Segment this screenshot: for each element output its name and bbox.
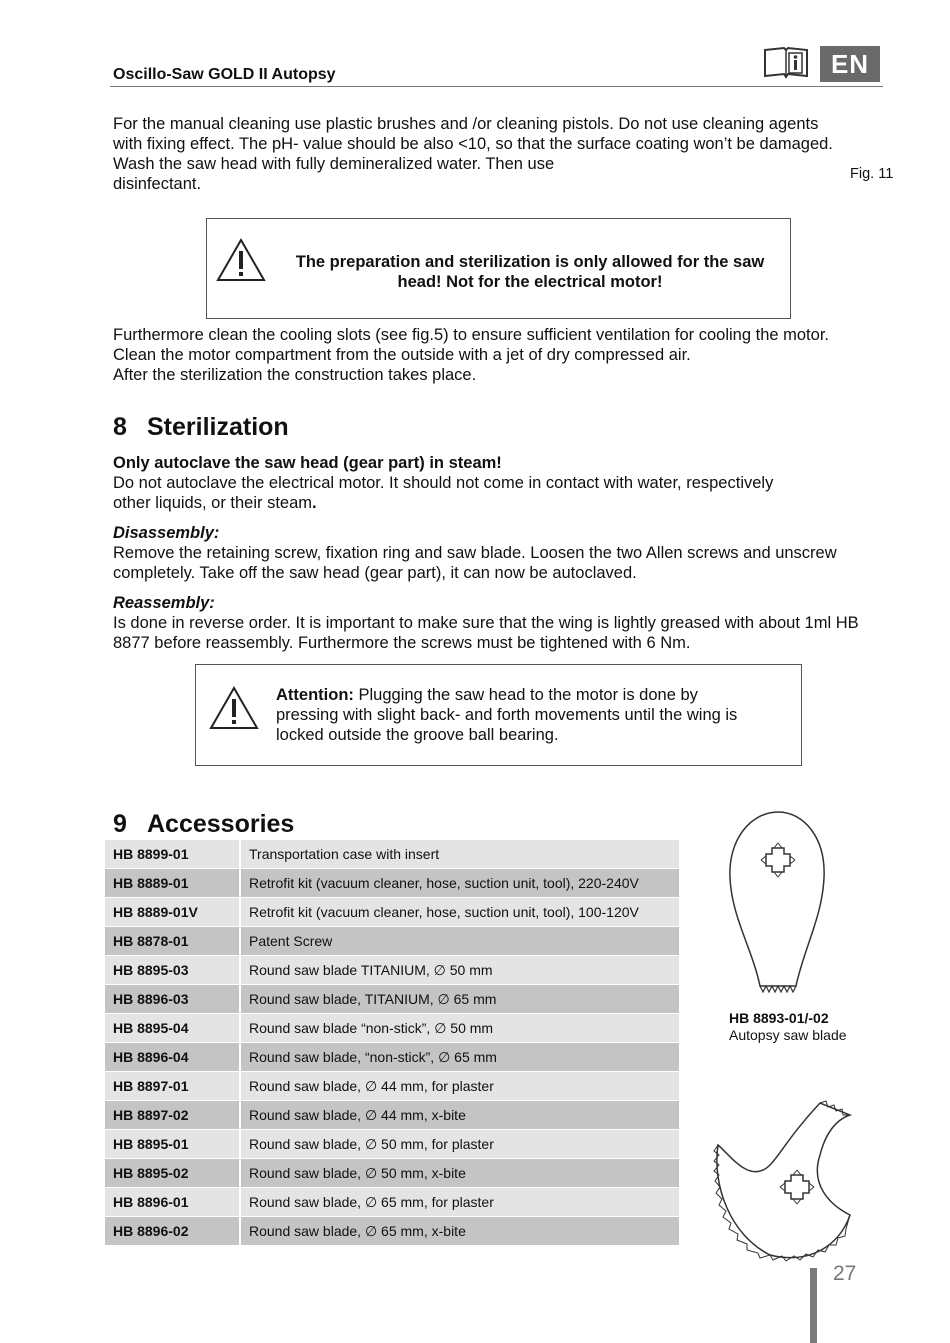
section-number: 8: [113, 413, 127, 441]
page-number: 27: [833, 1262, 857, 1285]
article-code: HB 8897-02: [105, 1101, 240, 1130]
section-heading-sterilization: [113, 413, 289, 442]
blade-description: Autopsy saw blade: [729, 1027, 847, 1043]
table-row: [105, 898, 679, 927]
article-description: Retrofit kit (vacuum cleaner, hose, suction unit, tool), 220-240V: [240, 869, 679, 898]
attention-lead: Attention:: [276, 686, 354, 704]
page-side-bar: [810, 1268, 817, 1343]
attention-line: pressing with slight back- and forth movements until the wing is: [276, 706, 738, 724]
article-description: Round saw blade TITANIUM, ∅ 50 mm: [240, 956, 679, 985]
table-row: [105, 840, 679, 869]
sterilization-line-text: other liquids, or their steam: [113, 494, 313, 512]
reassembly-block: [113, 593, 859, 653]
section-title: Sterilization: [147, 413, 289, 441]
table-row: [105, 1217, 679, 1246]
disassembly-block: [113, 523, 837, 583]
blade-code: HB 8893-01/-02: [729, 1010, 829, 1026]
attention-line: [276, 685, 796, 705]
sterilization-paragraph: [113, 453, 773, 513]
warning-triangle-icon: [208, 685, 260, 731]
article-description: Round saw blade “non-stick”, ∅ 50 mm: [240, 1014, 679, 1043]
sterilization-line: Do not autoclave the electrical motor. It should not come in contact with water, respectively: [113, 474, 774, 492]
warning-line: head! Not for the electrical motor!: [397, 273, 663, 291]
article-code: HB 8889-01V: [105, 898, 240, 927]
article-description: Round saw blade, ∅ 44 mm, x-bite: [240, 1101, 679, 1130]
attention-line-text: Plugging the saw head to the motor is done by: [353, 686, 698, 704]
article-description: Round saw blade, ∅ 44 mm, for plaster: [240, 1072, 679, 1101]
article-description: Patent Screw: [240, 927, 679, 956]
section-heading-accessories: [113, 810, 294, 839]
table-row: [105, 1188, 679, 1217]
attention-line: locked outside the groove ball bearing.: [276, 726, 559, 744]
article-description: Transportation case with insert: [240, 840, 679, 869]
article-code: HB 8896-01: [105, 1188, 240, 1217]
section-title: Accessories: [147, 810, 295, 838]
manual-info-icon: [762, 46, 810, 80]
language-badge: EN: [820, 46, 880, 82]
autoclave-instruction: Only autoclave the saw head (gear part) in steam!: [113, 454, 502, 472]
cleaning-line: with fixing effect. The pH- value should be also <10, so that the surface coating won’t be damaged.: [113, 135, 833, 153]
autopsy-saw-blade-image: [722, 808, 832, 998]
table-row: [105, 956, 679, 985]
segment-saw-blade-image: [710, 1095, 860, 1265]
article-description: Retrofit kit (vacuum cleaner, hose, suction unit, tool), 100-120V: [240, 898, 679, 927]
article-code: HB 8895-03: [105, 956, 240, 985]
figure-label: Fig. 11: [850, 166, 894, 182]
article-description: Round saw blade, ∅ 50 mm, for plaster: [240, 1130, 679, 1159]
table-row: [105, 1159, 679, 1188]
table-row: [105, 985, 679, 1014]
table-row: [105, 1014, 679, 1043]
article-code: HB 8896-04: [105, 1043, 240, 1072]
blade-caption: [729, 1010, 847, 1044]
sterilization-line: [113, 493, 773, 513]
cleaning-line: disinfectant.: [113, 175, 202, 193]
sterilization-warning-box: [206, 218, 791, 319]
article-description: Round saw blade, TITANIUM, ∅ 65 mm: [240, 985, 679, 1014]
table-row: [105, 927, 679, 956]
disassembly-heading: Disassembly:: [113, 524, 220, 542]
article-code: HB 8899-01: [105, 840, 240, 869]
document-title: Oscillo-Saw GOLD II Autopsy: [113, 66, 336, 83]
table-row: [105, 1101, 679, 1130]
reassembly-line: 8877 before reassembly. Furthermore the screws must be tightened with 6 Nm.: [113, 634, 691, 652]
cooling-paragraph: [113, 325, 829, 385]
attention-text: [276, 685, 796, 745]
cooling-line: Furthermore clean the cooling slots (see fig.5) to ensure sufficient ventilation for cooling the motor.: [113, 326, 829, 344]
accessories-table: [105, 840, 679, 1246]
warning-text: [275, 252, 785, 292]
table-row: [105, 869, 679, 898]
cooling-line: Clean the motor compartment from the outside with a jet of dry compressed air.: [113, 346, 691, 364]
cleaning-line: For the manual cleaning use plastic brushes and /or cleaning pistols. Do not use cleaning agents: [113, 115, 819, 133]
article-description: Round saw blade, ∅ 65 mm, for plaster: [240, 1188, 679, 1217]
table-row: [105, 1130, 679, 1159]
article-code: HB 8896-02: [105, 1217, 240, 1246]
section-number: 9: [113, 810, 127, 838]
article-code: HB 8895-02: [105, 1159, 240, 1188]
cooling-line: After the sterilization the construction takes place.: [113, 366, 477, 384]
article-description: Round saw blade, ∅ 65 mm, x-bite: [240, 1217, 679, 1246]
header-divider: [110, 86, 883, 87]
article-code: HB 8896-03: [105, 985, 240, 1014]
warning-triangle-icon: [215, 237, 267, 283]
article-code: HB 8897-01: [105, 1072, 240, 1101]
article-description: Round saw blade, ∅ 50 mm, x-bite: [240, 1159, 679, 1188]
disassembly-line: completely. Take off the saw head (gear part), it can now be autoclaved.: [113, 564, 637, 582]
table-row: [105, 1043, 679, 1072]
attention-box: [195, 664, 802, 766]
article-code: HB 8889-01: [105, 869, 240, 898]
table-row: [105, 1072, 679, 1101]
article-description: Round saw blade, “non-stick”, ∅ 65 mm: [240, 1043, 679, 1072]
reassembly-line: Is done in reverse order. It is important to make sure that the wing is lightly greased with about 1ml HB: [113, 614, 859, 632]
article-code: HB 8895-01: [105, 1130, 240, 1159]
disassembly-line: Remove the retaining screw, fixation ring and saw blade. Loosen the two Allen screws and unscrew: [113, 544, 837, 562]
cleaning-paragraph: [113, 114, 833, 194]
sterilization-line-period: .: [312, 494, 317, 512]
article-code: HB 8878-01: [105, 927, 240, 956]
article-code: HB 8895-04: [105, 1014, 240, 1043]
cleaning-line: Wash the saw head with fully demineralized water. Then use: [113, 155, 555, 173]
warning-line: The preparation and sterilization is only allowed for the saw: [295, 253, 765, 271]
reassembly-heading: Reassembly:: [113, 594, 215, 612]
